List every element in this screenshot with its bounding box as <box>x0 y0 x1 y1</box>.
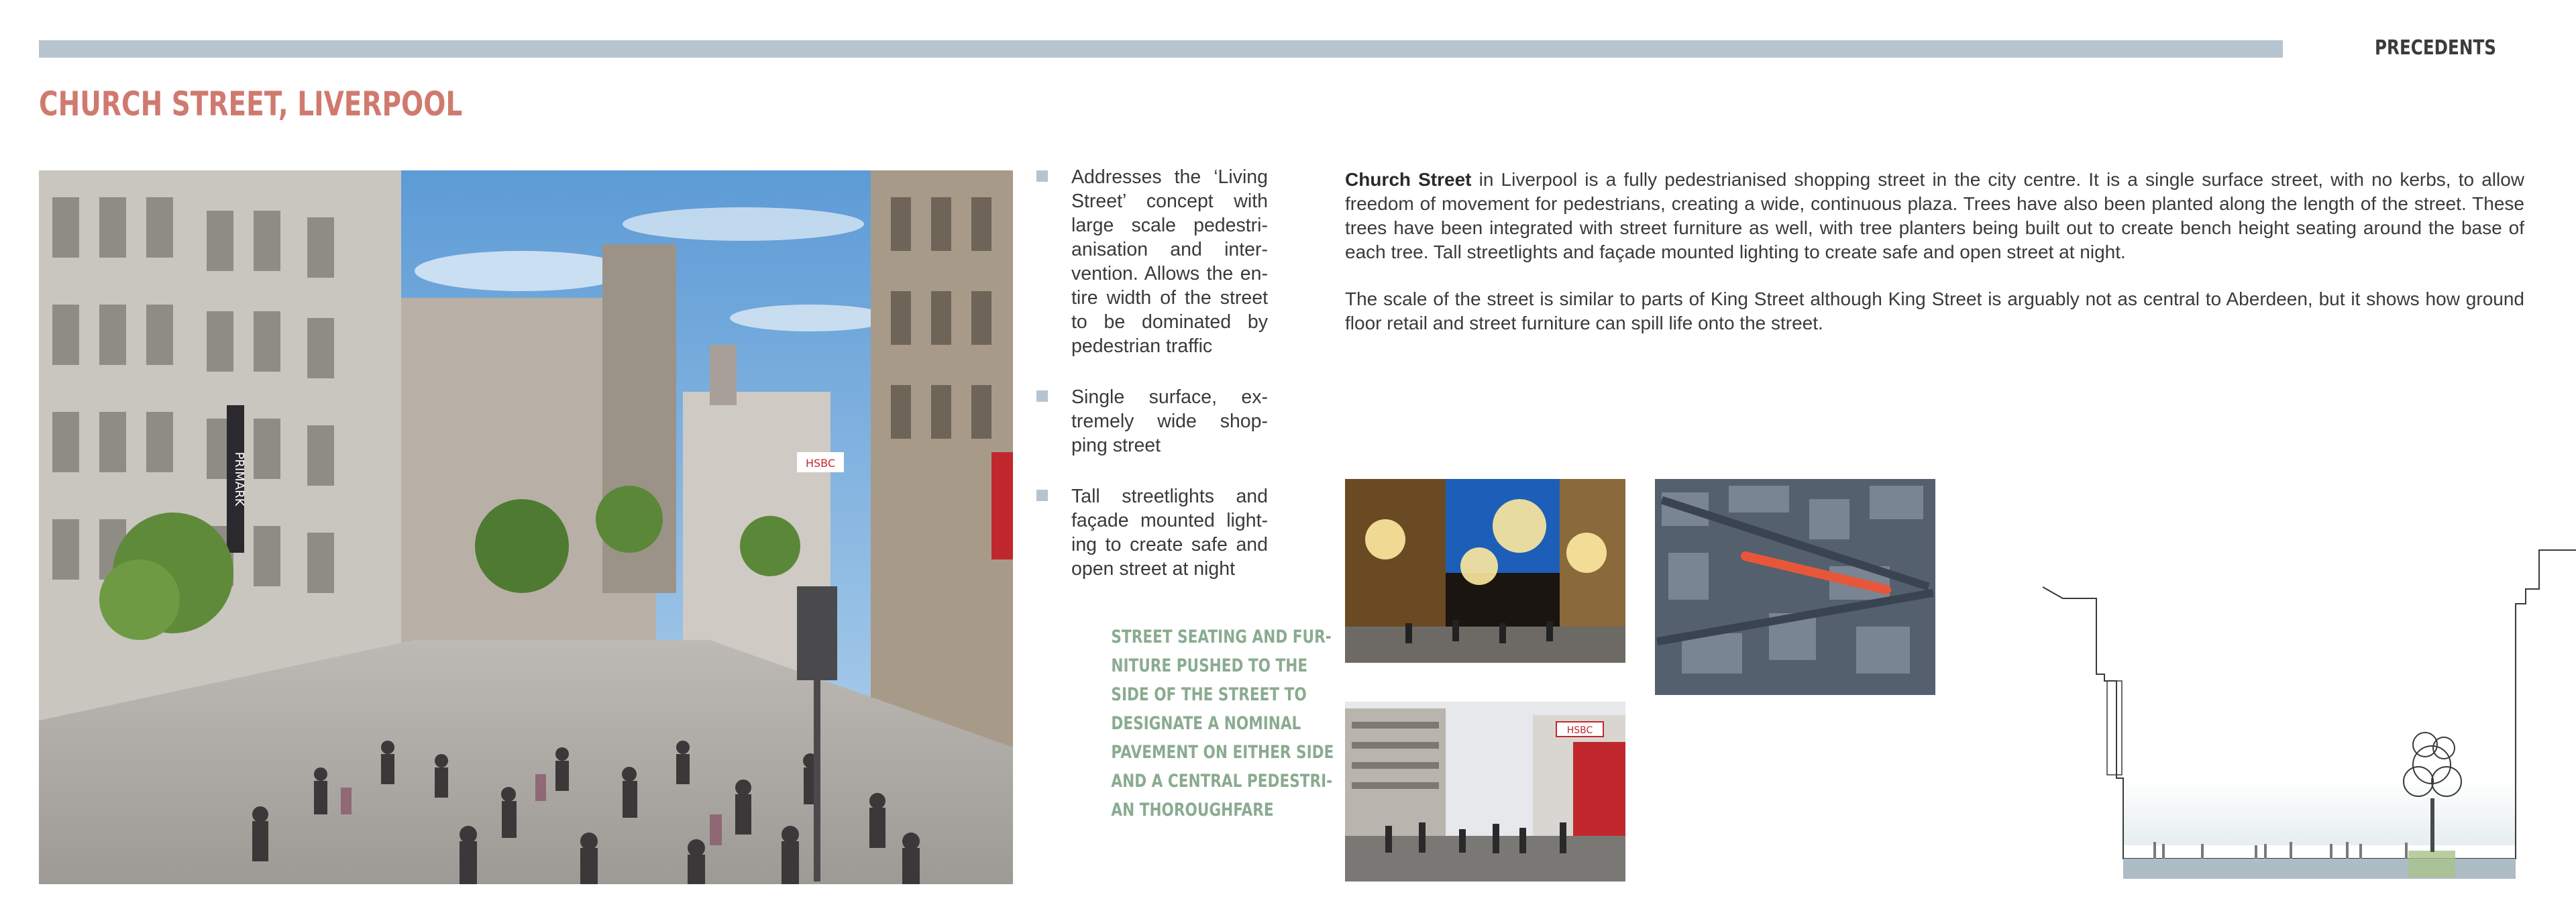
list-item <box>1036 385 1268 458</box>
header-bar <box>39 40 2283 58</box>
hsbc-sign: HSBC <box>1566 725 1593 736</box>
hsbc-sign: HSBC <box>805 457 836 470</box>
main-street-photo <box>39 170 1013 884</box>
bullet-text: Tall streetlights and façade mounted light-ing to create safe and open street at night <box>1071 486 1268 580</box>
callout-line: NITURE PUSHED TO THE <box>1111 655 1308 676</box>
bullet-square-icon <box>1036 390 1048 402</box>
callout-line: STREET SEATING AND FUR- <box>1111 627 1332 647</box>
description-paragraph: The scale of the street is similar to parts of King Street although King Street is arguably not as central to Aberdeen, but it shows how ground floor retail and street furniture can spill life onto the street. <box>1345 288 2524 333</box>
street-section-drawing <box>2043 537 2576 886</box>
callout-line: SIDE OF THE STREET TO <box>1111 684 1307 705</box>
day-street-photo <box>1345 702 1625 881</box>
section-label: PRECEDENTS <box>2375 36 2496 60</box>
bullet-list <box>1036 165 1268 608</box>
page-title: CHURCH STREET, LIVERPOOL <box>39 85 463 123</box>
description-body: in Liverpool is a fully pedestrianised shopping street in the city centre. It is a single surface street, with no kerbs, to allow freedom of movement for pedestrians, creating a wide, continuous plaza. Trees have also been planted along the length of the street. These trees have been integrated with street furniture as well, with tree planters being built out to create bench height seating around the base of each tree. Tall streetlights and façade mounted lighting to create safe and open street at night. <box>1345 169 2524 262</box>
bullet-square-icon <box>1036 490 1048 501</box>
callout-line: AND A CENTRAL PEDESTRI- <box>1111 771 1333 792</box>
night-street-photo <box>1345 479 1625 663</box>
callout-line: DESIGNATE A NOMINAL <box>1111 713 1301 734</box>
primark-sign: PRIMARK <box>232 451 246 506</box>
bullet-text: Single surface, ex-tremely wide shop-ping street <box>1071 386 1268 456</box>
list-item <box>1036 165 1268 358</box>
description <box>1345 168 2524 358</box>
description-paragraph <box>1345 168 2524 264</box>
bullet-square-icon <box>1036 170 1048 182</box>
description-lead: Church Street <box>1345 169 1472 190</box>
callout-line: PAVEMENT ON EITHER SIDE <box>1111 742 1334 763</box>
callout-line: AN THOROUGHFARE <box>1111 800 1274 820</box>
list-item <box>1036 484 1268 581</box>
callout-text <box>1072 623 1334 824</box>
aerial-map-photo <box>1655 479 1935 695</box>
bullet-text: Addresses the ‘Living Street’ concept with large scale pedestri-anisation and inter-vention. Allows the en-tire width of the street to be dominated by pedestrian traffic <box>1071 166 1268 357</box>
